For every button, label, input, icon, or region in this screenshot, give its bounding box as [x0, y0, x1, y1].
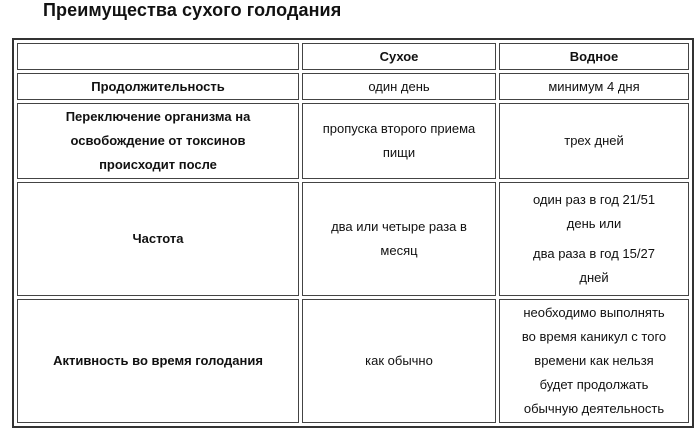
cell-line: два или четыре раза в — [331, 219, 467, 234]
cell-dry-duration — [302, 73, 496, 100]
page-title: Преимущества сухого голодания — [43, 0, 342, 20]
cell-line: один раз в год 21/51 — [532, 192, 656, 207]
cell-water-detox — [499, 103, 689, 179]
table-row-duration — [17, 73, 689, 100]
cell-line: будет продолжать — [539, 377, 649, 392]
cell-line: пропуска второго приема — [322, 121, 476, 136]
cell-line: минимум 4 дня — [548, 78, 640, 94]
cell-dry-frequency — [302, 182, 496, 296]
comparison-table — [12, 38, 694, 428]
cell-water-activity — [499, 299, 689, 423]
cell-line: необходимо выполнять — [523, 305, 665, 320]
cell-line: месяц — [380, 243, 418, 258]
row-label-duration — [17, 73, 299, 100]
row-label-line: Продолжительность — [91, 78, 225, 94]
header-cell-dry: Сухое — [302, 43, 496, 70]
row-label-line: Активность во время голодания — [53, 353, 263, 368]
cell-line: дней — [579, 270, 609, 285]
table-row-activity — [17, 299, 689, 423]
cell-line: день или — [566, 216, 622, 231]
header-cell-water: Водное — [499, 43, 689, 70]
cell-water-frequency — [499, 182, 689, 296]
cell-water-duration — [499, 73, 689, 100]
row-label-line: Частота — [132, 231, 184, 246]
cell-line: времени как нельзя — [534, 353, 654, 368]
table-header-row — [17, 43, 689, 70]
cell-dry-detox — [302, 103, 496, 179]
cell-dry-activity — [302, 299, 496, 423]
table-row-frequency — [17, 182, 689, 296]
row-label-line: Переключение организма на — [65, 109, 251, 124]
cell-line: трех дней — [564, 133, 624, 148]
row-label-activity — [17, 299, 299, 423]
cell-line: как обычно — [365, 353, 433, 368]
cell-line: один день — [368, 78, 430, 94]
cell-line: во время каникул с того — [521, 329, 667, 344]
table-row-detox — [17, 103, 689, 179]
row-label-detox — [17, 103, 299, 179]
row-label-frequency — [17, 182, 299, 296]
row-label-line: происходит после — [99, 157, 217, 172]
cell-line: два раза в год 15/27 — [533, 246, 655, 261]
cell-line: обычную деятельность — [523, 401, 665, 416]
cell-line: пищи — [382, 145, 416, 160]
row-label-line: освобождение от токсинов — [70, 133, 246, 148]
header-cell-empty — [17, 43, 299, 70]
